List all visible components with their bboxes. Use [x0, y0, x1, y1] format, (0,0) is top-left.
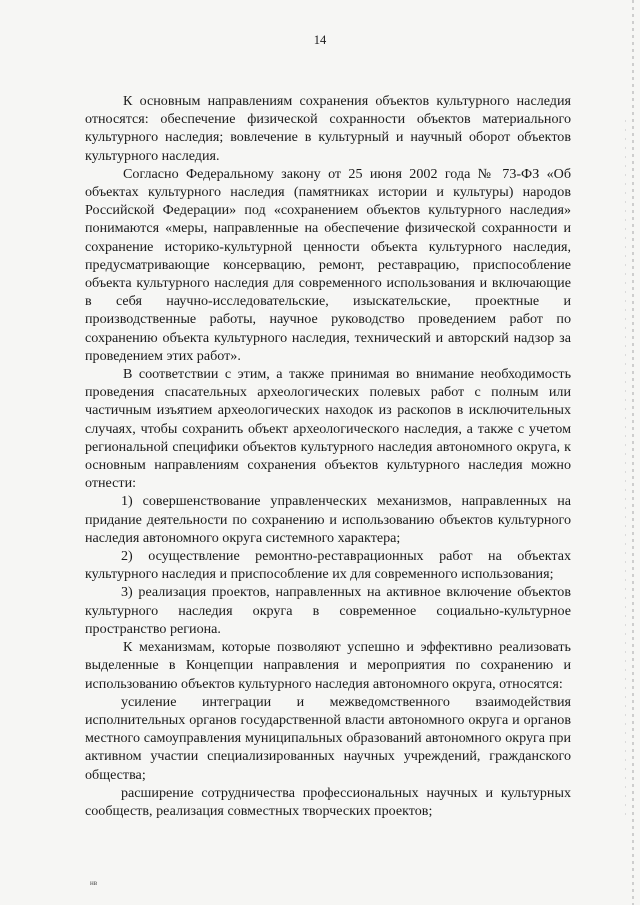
scan-edge-artifact	[632, 0, 634, 905]
list-item-2: 2) осуществление ремонтно-реставрационных работ на объектах культурного наследия и приспособление их для современного использования;	[85, 548, 571, 583]
paragraph-directions: К основным направлениям сохранения объектов культурного наследия относятся: обеспечение физической сохранности объектов материального культурного наследия; вовлечение в культурный и научный оборот объектов культурного наследия.	[85, 93, 571, 164]
document-body	[85, 92, 571, 820]
list-item-integration: усиление интеграции и межведомственного взаимодействия исполнительных органов государственной власти автономного округа и органов местного самоуправления муниципальных образований автономного округа при активном участии специализированных научных учреждений, гражданского общества;	[85, 693, 571, 783]
paragraph-federal-law: Согласно Федеральному закону от 25 июня 2002 года № 73-ФЗ «Об объектах культурного наследия (памятниках истории и культуры) народов Российской Федерации» под «сохранением объектов культурного наследия» понимаются «меры, направленные на обеспечение физической сохранности и сохранение историко-культурной ценности объекта культурного наследия, предусматривающие консервацию, ремонт, реставрацию, приспособление объекта культурного наследия для современного использования и включающие в себя научно-исследовательские, изыскательские, проектные и производственные работы, научное руководство проведением работ по сохранению объекта культурного наследия, технический и авторский надзор за проведением этих работ».	[85, 165, 571, 364]
scan-edge-artifact-secondary	[625, 120, 626, 820]
paragraph-mechanisms: К механизмам, которые позволяют успешно и эффективно реализовать выделенные в Концепции направления и мероприятия по сохранению и использованию объектов культурного наследия автономного округа, относятся:	[85, 639, 571, 692]
page-number: 14	[313, 33, 327, 47]
list-item-1: 1) совершенствование управленческих механизмов, направленных на придание деятельности по сохранению и использованию объектов культурного наследия автономного округа системного характера;	[85, 493, 571, 546]
paragraph-accordance: В соответствии с этим, а также принимая во внимание необходимость проведения спасательных археологических полевых работ с полным или частичным изъятием археологических находок из раскопов в исключительных случаях, чтобы сохранить объект археологического наследия, а также с учетом региональной специфики объектов культурного наследия автономного округа, к основным направлениям сохранения объектов культурного наследия можно отнести:	[85, 366, 571, 492]
list-item-cooperation: расширение сотрудничества профессиональных научных и культурных сообществ, реализация совместных творческих проектов;	[85, 784, 571, 819]
list-item-3: 3) реализация проектов, направленных на активное включение объектов культурного наследия округа в современное социально-культурное пространство региона.	[85, 584, 571, 637]
footer-mark: нв	[90, 879, 98, 887]
